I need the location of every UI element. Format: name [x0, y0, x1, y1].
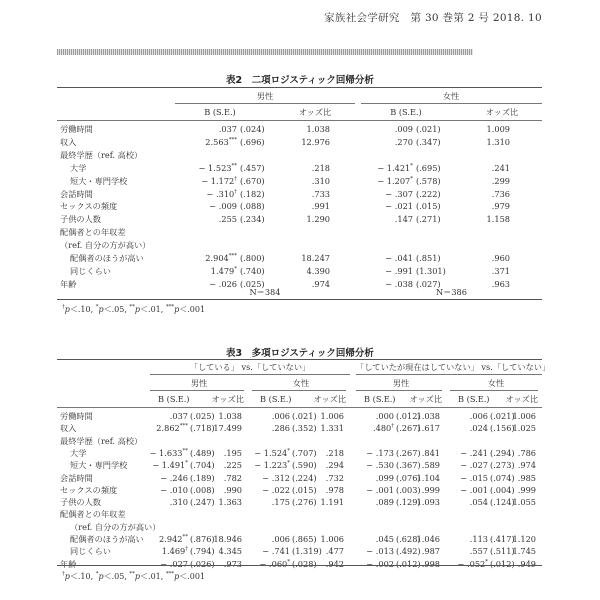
table3-group-rule: [450, 390, 538, 391]
coef-se: (.352): [292, 423, 317, 434]
coef-b: .006: [469, 411, 488, 421]
coef-se: (.267): [396, 447, 421, 458]
coef-b: .024: [469, 423, 488, 434]
coef-b: 2.942**: [159, 534, 188, 544]
row-label: 年齢: [60, 558, 77, 569]
female-b: .270: [394, 136, 413, 147]
male-se: (.740): [240, 265, 265, 276]
male-se: (.696): [240, 136, 265, 147]
coef-se: (.707): [292, 447, 317, 458]
female-b: − .021: [385, 201, 413, 212]
odds-ratio: .195: [223, 447, 242, 458]
coef-b: − .015: [460, 472, 488, 483]
coef-b: − .027: [160, 558, 188, 569]
coef-b: .006: [271, 411, 290, 421]
row-label: 配偶者のほうが高い: [70, 534, 144, 544]
coef-se: (.015): [292, 484, 317, 495]
table2-group-male: 男性: [256, 91, 274, 101]
row-label: 配偶者のほうが高い: [70, 253, 144, 263]
male-se: (.182): [240, 188, 265, 199]
row-label: 大学: [70, 162, 87, 173]
table3-col-b: B (S.E.): [260, 394, 292, 404]
odds-ratio: 1.055: [512, 497, 536, 508]
row-label: 同じくらい: [70, 265, 111, 276]
coef-b: − .052*: [457, 558, 488, 569]
table3-title: 表3 多項ロジスティック回帰分析: [226, 348, 374, 359]
female-or: .979: [491, 201, 510, 212]
coef-se: (.189): [190, 472, 215, 483]
coef-se: (.021): [292, 411, 317, 421]
coef-b: − .741: [262, 546, 290, 557]
coef-b: − .002: [366, 558, 394, 569]
odds-ratio: 1.006: [320, 534, 344, 544]
table2-col-or-male: オッズ比: [298, 107, 332, 117]
coef-b: − 1.223*: [254, 460, 290, 471]
coef-se: (.026): [190, 558, 215, 569]
coef-se: (.865): [292, 534, 317, 544]
coef-se: (.008): [190, 484, 215, 495]
row-label: 短大・専門学校: [70, 175, 128, 186]
coef-se: (.247): [190, 497, 215, 508]
odds-ratio: .477: [325, 546, 344, 557]
table3-top-rule: [57, 359, 542, 360]
coef-se: (.294): [490, 447, 515, 458]
male-or: .991: [311, 201, 330, 212]
odds-ratio: 1.025: [512, 423, 536, 434]
female-or: 1.009: [486, 124, 510, 134]
coef-b: 1.469†: [161, 546, 188, 557]
row-label: 短大・専門学校: [70, 460, 128, 471]
row-label: 大学: [70, 447, 87, 458]
coef-b: .000: [375, 411, 394, 421]
table3-group-male: 男性: [190, 378, 208, 388]
odds-ratio: .294: [325, 460, 344, 471]
coef-b: .089: [375, 497, 394, 508]
female-b: − .307: [385, 188, 413, 199]
male-se: (.800): [240, 253, 265, 263]
female-or: .299: [491, 175, 510, 186]
coef-se: (.590): [292, 460, 317, 471]
coef-se: (.417): [490, 534, 515, 544]
female-se: (.578): [416, 175, 441, 186]
row-label: 最終学歴（ref. 高校）: [60, 149, 143, 160]
coef-b: − .027: [460, 460, 488, 471]
male-se: (.088): [240, 201, 265, 212]
coef-b: .310: [169, 497, 188, 508]
row-label: 年齢: [60, 278, 77, 289]
table3-header-rule: [57, 407, 542, 408]
female-se: (.851): [416, 253, 441, 263]
coef-b: − .246: [160, 472, 188, 483]
odds-ratio: 1.038: [218, 411, 242, 421]
row-label: 配偶者との年収差: [60, 509, 126, 520]
female-or: .963: [491, 278, 510, 289]
female-se: (.015): [416, 201, 441, 212]
table3-significance-note: †p＜.10, *p＜.05, **p＜.01, ***p＜.001: [62, 571, 206, 581]
table2-significance-note: †p＜.10, *p＜.05, **p＜.01, ***p＜.001: [62, 304, 206, 314]
odds-ratio: 1.120: [512, 534, 536, 544]
table3-group-male: 男性: [392, 378, 410, 388]
male-b: − .026: [209, 278, 237, 289]
female-se: (.347): [416, 136, 441, 147]
table3-group-rule: [150, 390, 244, 391]
coef-se: (.129): [396, 497, 421, 508]
male-b: .255: [218, 214, 237, 225]
row-label: 収入: [60, 136, 77, 147]
coef-se: (.124): [490, 497, 515, 508]
odds-ratio: .218: [325, 447, 344, 458]
table2-n-male: N＝384: [249, 287, 281, 297]
coef-b: − 1.633**: [149, 447, 188, 458]
row-label: セックスの頻度: [60, 201, 118, 212]
table3-col-or: オッズ比: [505, 394, 538, 404]
coef-b: .045: [375, 534, 394, 544]
table3-group-female: 女性: [292, 378, 310, 388]
table3-group-female: 女性: [487, 378, 505, 388]
odds-ratio: .998: [421, 558, 440, 569]
coef-se: (.224): [292, 472, 317, 483]
odds-ratio: .225: [223, 460, 242, 471]
row-label: 配偶者との年収差: [60, 227, 126, 238]
coef-se: (.276): [292, 497, 317, 508]
odds-ratio: 1.046: [416, 534, 440, 544]
row-label: 労働時間: [60, 124, 93, 134]
odds-ratio: .732: [325, 472, 344, 483]
table2-female-rule: [361, 103, 542, 104]
coef-se: (.876): [190, 534, 215, 544]
coef-se: (.076): [396, 472, 421, 483]
coef-se: (.012): [396, 411, 421, 421]
female-or: .241: [491, 162, 510, 173]
odds-ratio: 1.617: [416, 423, 440, 434]
male-se: (.670): [240, 175, 265, 186]
coef-b: − .312: [262, 472, 290, 483]
odds-ratio: 1.006: [320, 411, 344, 421]
coef-b: − .060*: [259, 558, 290, 569]
odds-ratio: .973: [223, 558, 242, 569]
odds-ratio: .949: [517, 558, 536, 569]
row-label: 子供の人数: [60, 497, 101, 508]
female-se: (.021): [416, 124, 441, 134]
coef-b: − .530: [366, 460, 394, 471]
odds-ratio: 1.006: [512, 411, 536, 421]
male-b: − 1.172†: [201, 175, 237, 186]
odds-ratio: 1.191: [320, 497, 344, 508]
coef-b: .037: [169, 411, 188, 421]
coef-se: (.718): [190, 423, 215, 434]
female-b: − 1.207*: [377, 175, 413, 186]
male-se: (.457): [240, 162, 265, 173]
odds-ratio: 1.745: [512, 546, 536, 557]
odds-ratio: .589: [421, 460, 440, 471]
male-b: .037: [218, 124, 237, 134]
row-label: 会話時間: [60, 472, 93, 483]
odds-ratio: 1.038: [416, 411, 440, 421]
coef-b: .175: [271, 497, 290, 508]
female-or: .960: [491, 253, 510, 263]
male-b: 2.904***: [205, 253, 237, 263]
table2-male-rule: [175, 103, 355, 104]
male-or: .218: [311, 162, 330, 173]
table3-group-rule: [252, 390, 346, 391]
table2-col-b-female: B (S.E.): [390, 107, 422, 117]
coef-se: (.489): [190, 447, 215, 458]
male-b: − 1.523**: [198, 162, 237, 173]
coef-se: (.074): [490, 472, 515, 483]
row-label: （ref. 自分の方が高い）: [70, 521, 161, 532]
row-label: 収入: [60, 423, 77, 434]
table3-col-or: オッズ比: [211, 394, 244, 404]
odds-ratio: 1.331: [320, 423, 344, 434]
female-se: (.027): [416, 278, 441, 289]
male-or: 1.290: [306, 214, 330, 225]
odds-ratio: .782: [223, 472, 242, 483]
odds-ratio: .974: [517, 460, 536, 471]
coef-b: .006: [271, 534, 290, 544]
male-or: 12.976: [301, 136, 330, 147]
odds-ratio: 1.093: [416, 497, 440, 508]
coef-b: .557: [469, 546, 488, 557]
male-se: (.234): [240, 214, 265, 225]
table2-col-b-male: B (S.E.): [204, 107, 236, 117]
table2-top-rule: [57, 87, 542, 88]
table3-comparison-1: 「している」 vs.「していない」: [189, 362, 311, 372]
row-label: 子供の人数: [60, 214, 101, 225]
coef-se: (.156): [490, 423, 515, 434]
odds-ratio: .985: [517, 472, 536, 483]
coef-se: (.511): [490, 546, 515, 557]
female-b: − .991: [385, 265, 413, 276]
odds-ratio: 1.104: [416, 472, 440, 483]
row-label: 同じくらい: [70, 546, 111, 557]
coef-se: (.025): [190, 411, 215, 421]
row-label: 会話時間: [60, 188, 93, 199]
odds-ratio: .999: [421, 484, 440, 495]
table3-col-b: B (S.E.): [158, 394, 190, 404]
coef-se: (.367): [396, 460, 421, 471]
coef-b: − 1.491*: [152, 460, 188, 471]
female-b: .009: [394, 124, 413, 134]
odds-ratio: .841: [421, 447, 440, 458]
table3-col-b: B (S.E.): [364, 394, 396, 404]
coef-b: − 1.524*: [254, 447, 290, 458]
coef-b: − .022: [262, 484, 290, 495]
odds-ratio: 18.946: [213, 534, 242, 544]
coef-b: − .173: [366, 447, 394, 458]
female-or: .371: [491, 265, 510, 276]
female-or: .736: [491, 188, 510, 199]
odds-ratio: 1.363: [218, 497, 242, 508]
male-or: 1.038: [306, 124, 330, 134]
odds-ratio: .999: [517, 484, 536, 495]
odds-ratio: .978: [325, 484, 344, 495]
coef-b: .113: [469, 534, 488, 544]
odds-ratio: .942: [325, 558, 344, 569]
male-or: 4.390: [306, 265, 330, 276]
female-or: 1.158: [486, 214, 510, 225]
female-se: (.222): [416, 188, 441, 199]
male-or: .974: [311, 278, 330, 289]
male-b: 2.563***: [205, 136, 237, 147]
coef-b: 2.862***: [156, 423, 188, 434]
female-b: .147: [394, 214, 413, 225]
row-label: （ref. 自分の方が高い）: [60, 240, 151, 251]
female-b: − 1.421*: [377, 162, 413, 173]
odds-ratio: 17.499: [213, 423, 242, 434]
female-b: − .041: [385, 253, 413, 263]
coef-b: .286: [271, 423, 290, 434]
row-label: 労働時間: [60, 411, 93, 421]
table3-comp1-rule: [150, 374, 350, 375]
table2-bottom-rule: [57, 299, 542, 300]
coef-b: − .010: [160, 484, 188, 495]
coef-se: (.492): [396, 546, 421, 557]
odds-ratio: 4.345: [218, 546, 242, 557]
female-b: − .038: [385, 278, 413, 289]
table3-comp2-rule: [356, 374, 542, 375]
table2-header-rule: [57, 120, 542, 121]
table2-group-female: 女性: [442, 91, 460, 101]
odds-ratio: .990: [223, 484, 242, 495]
table3-group-rule: [356, 390, 442, 391]
table3-comparison-2: 「していたが現在はしていない」 vs.「していない」: [356, 362, 551, 372]
female-se: (1.301): [416, 265, 446, 276]
coef-b: .480†: [373, 423, 394, 434]
odds-ratio: .786: [517, 447, 536, 458]
male-b: − .009: [209, 201, 237, 212]
male-se: (.025): [240, 278, 265, 289]
coef-se: (1.319): [292, 546, 322, 557]
coef-se: (.003): [396, 484, 421, 495]
coef-b: − .001: [460, 484, 488, 495]
male-or: .733: [311, 188, 330, 199]
coef-b: − .241: [460, 447, 488, 458]
table3-col-or: オッズ比: [409, 394, 442, 404]
table3-bottom-rule: [57, 565, 542, 566]
male-or: .310: [311, 175, 330, 186]
female-or: 1.310: [486, 136, 510, 147]
male-b: 1.479*: [210, 265, 237, 276]
coef-b: − .013: [366, 546, 394, 557]
coef-se: (.267): [396, 423, 421, 434]
row-label: セックスの頻度: [60, 484, 118, 495]
table2-title: 表2 二項ロジスティック回帰分析: [226, 75, 374, 86]
male-se: (.024): [240, 124, 265, 134]
table2-col-or-female: オッズ比: [485, 107, 519, 117]
male-or: 18.247: [301, 253, 330, 263]
coef-se: (.273): [490, 460, 515, 471]
row-label: 最終学歴（ref. 高校）: [60, 435, 143, 446]
coef-se: (.028): [292, 558, 317, 569]
table3-col-b: B (S.E.): [458, 394, 490, 404]
male-b: − .310†: [206, 188, 237, 199]
coef-se: (.794): [190, 546, 215, 557]
table2-n-female: N＝386: [436, 287, 467, 297]
coef-b: .054: [469, 497, 488, 508]
coef-se: (.004): [490, 484, 515, 495]
coef-b: .099: [375, 472, 394, 483]
coef-se: (.628): [396, 534, 421, 544]
journal-header: 家族社会学研究 第 30 巻第 2 号 2018. 10: [324, 12, 542, 24]
coef-se: (.012): [396, 558, 421, 569]
coef-se: (.012): [490, 558, 515, 569]
odds-ratio: .987: [421, 546, 440, 557]
table3-col-or: オッズ比: [313, 394, 346, 404]
female-se: (.695): [416, 162, 441, 173]
female-se: (.271): [416, 214, 441, 225]
header-hatch-divider: [57, 49, 473, 55]
coef-b: − .001: [366, 484, 394, 495]
coef-se: (.021): [490, 411, 515, 421]
coef-se: (.704): [190, 460, 215, 471]
